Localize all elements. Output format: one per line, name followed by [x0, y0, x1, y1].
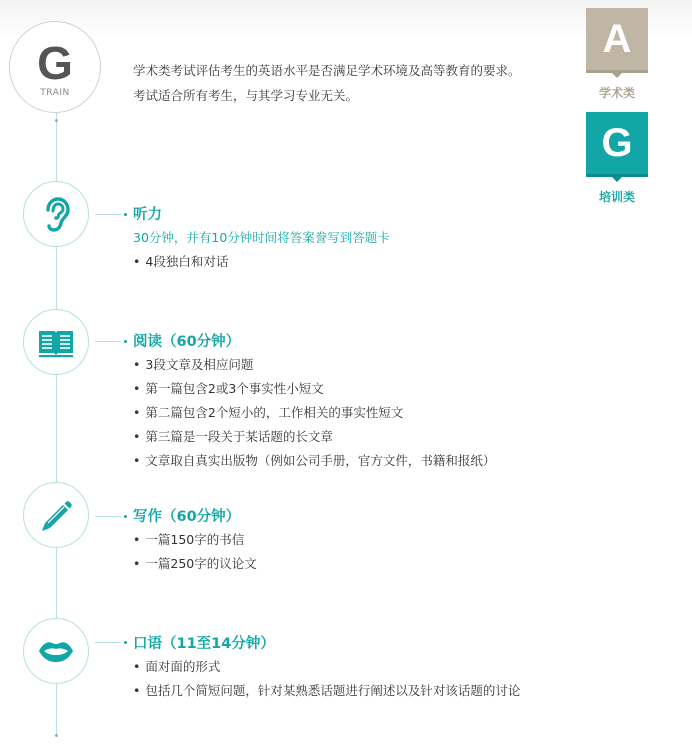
- list-item: [133, 552, 653, 576]
- intro-text: [133, 58, 573, 108]
- list-item: [133, 425, 653, 449]
- section-listening: [133, 204, 653, 274]
- item-text: 4段独白和对话: [145, 254, 229, 269]
- item-text: 一篇150字的书信: [145, 532, 245, 547]
- section-title: 写作（60分钟）: [133, 509, 241, 525]
- section-reading: [133, 331, 653, 473]
- mouth-icon: [37, 632, 75, 670]
- tab-academic-label: 学术类: [598, 86, 635, 100]
- listening-icon-circle: [23, 181, 89, 247]
- section-title: 口语（11至14分钟）: [133, 636, 275, 652]
- bullet: •: [133, 405, 141, 420]
- timeline-dot: [55, 734, 58, 737]
- pencil-icon: [37, 496, 75, 534]
- bullet: •: [133, 254, 141, 269]
- list-item: [133, 528, 653, 552]
- section-writing: [133, 506, 653, 576]
- section-subtitle: 30分钟，并有10分钟时间将答案誊写到答题卡: [133, 230, 390, 245]
- item-list: [133, 528, 653, 576]
- ear-icon: [37, 195, 75, 233]
- bullet: •: [133, 556, 141, 571]
- item-text: 包括几个简短问题，针对某熟悉话题进行阐述以及针对该话题的讨论: [145, 683, 521, 698]
- tab-academic[interactable]: [586, 8, 648, 100]
- connector: [95, 214, 121, 215]
- bullet: •: [133, 532, 141, 547]
- list-item: [133, 401, 653, 425]
- badge-subtitle: TRAIN: [40, 88, 70, 98]
- tab-pointer: [612, 177, 622, 182]
- list-item: [133, 679, 653, 703]
- item-text: 第三篇是一段关于某话题的长文章: [145, 429, 333, 444]
- item-text: 第二篇包含2个短小的，工作相关的事实性短文: [145, 405, 404, 420]
- item-list: [133, 655, 653, 703]
- timeline-line: [56, 247, 57, 309]
- section-title: 听力: [133, 207, 162, 223]
- item-text: 3段文章及相应问题: [145, 357, 254, 372]
- list-item: [133, 377, 653, 401]
- connector: [95, 642, 121, 643]
- connector: [95, 516, 121, 517]
- tab-general-training[interactable]: [586, 112, 648, 204]
- tab-general-training-label: 培训类: [598, 190, 635, 204]
- book-icon: [37, 323, 75, 361]
- writing-icon-circle: [23, 482, 89, 548]
- timeline-line: [56, 548, 57, 618]
- timeline-line: [56, 684, 57, 736]
- timeline-line: [56, 375, 57, 482]
- tab-academic-letter: A: [586, 8, 648, 73]
- connector-dot: [124, 213, 127, 216]
- bullet: •: [133, 453, 141, 468]
- item-text: 一篇250字的议论文: [145, 556, 257, 571]
- timeline-dot: [55, 119, 58, 122]
- list-item: [133, 250, 653, 274]
- connector: [95, 341, 121, 342]
- timeline-line: [56, 113, 57, 181]
- reading-icon-circle: [23, 309, 89, 375]
- bullet: •: [133, 683, 141, 698]
- speaking-icon-circle: [23, 618, 89, 684]
- item-list: [133, 353, 653, 473]
- badge-letter: G: [37, 37, 73, 89]
- section-title: 阅读（60分钟）: [133, 334, 241, 350]
- intro-line: 考试适合所有考生，与其学习专业无关。: [133, 88, 359, 103]
- item-text: 第一篇包含2或3个事实性小短文: [145, 381, 324, 396]
- tab-general-training-letter: G: [586, 112, 648, 177]
- list-item: [133, 449, 653, 473]
- tab-pointer: [612, 73, 622, 78]
- section-speaking: [133, 633, 653, 703]
- bullet: •: [133, 429, 141, 444]
- connector-dot: [124, 340, 127, 343]
- item-text: 面对面的形式: [145, 659, 221, 674]
- connector-dot: [124, 515, 127, 518]
- bullet: •: [133, 357, 141, 372]
- train-badge: [9, 21, 101, 113]
- list-item: [133, 353, 653, 377]
- item-list: [133, 250, 653, 274]
- list-item: [133, 655, 653, 679]
- item-text: 文章取自真实出版物（例如公司手册，官方文件，书籍和报纸）: [145, 453, 496, 468]
- bullet: •: [133, 659, 141, 674]
- bullet: •: [133, 381, 141, 396]
- connector-dot: [124, 641, 127, 644]
- intro-line: 学术类考试评估考生的英语水平是否满足学术环境及高等教育的要求。: [133, 63, 521, 78]
